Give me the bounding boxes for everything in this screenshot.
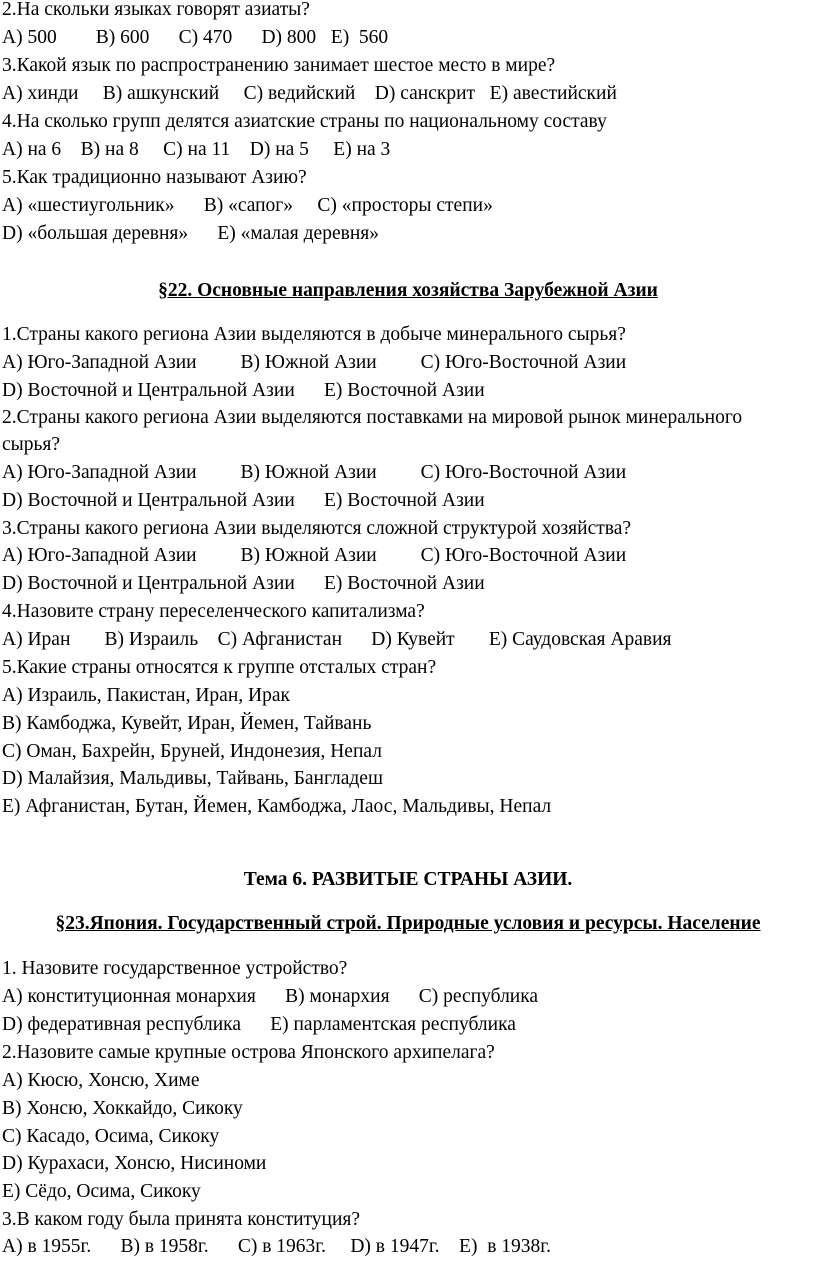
answer-option-a: A) Израиль, Пакистан, Иран, Ирак — [2, 685, 290, 706]
answer-option-e: E) Сёдо, Осима, Сикоку — [2, 1181, 201, 1202]
question-3-language-rank: 3.Какой язык по распространению занимает шестое место в мире? — [2, 55, 556, 76]
topic-heading-6: Тема 6. РАЗВИТЫЕ СТРАНЫ АЗИИ. — [243, 869, 573, 890]
answer-option-b: B) Хонсю, Хоккайдо, Сикоку — [2, 1098, 243, 1119]
question-4-settler-capitalism: 4.Назовите страну переселенческого капитализма? — [2, 601, 425, 622]
answer-options: A) в 1955г. B) в 1958г. C) в 1963г. D) в 1947г. E) в 1938г. — [2, 1236, 551, 1257]
answer-option-d: D) Курахаси, Хонсю, Нисиноми — [2, 1153, 267, 1174]
question-2-continuation: сырья? — [2, 434, 61, 455]
answer-options: A) Юго-Западной Азии B) Южной Азии C) Юго-Восточной Азии — [2, 545, 627, 566]
question-1-government: 1. Назовите государственное устройство? — [2, 958, 348, 979]
answer-option-c: C) Касадо, Осима, Сикоку — [2, 1126, 220, 1147]
answer-options: A) хинди B) ашкунский C) ведийский D) санскрит E) авестийский — [2, 83, 617, 104]
answer-option-a: A) Кюсю, Хонсю, Химе — [2, 1070, 200, 1091]
question-1-mineral-extraction: 1.Страны какого региона Азии выделяются в добыче минерального сырья? — [2, 324, 626, 345]
answer-options: D) Восточной и Центральной Азии E) Восточной Азии — [2, 490, 485, 511]
answer-options: A) «шестиугольник» B) «сапог» C) «просторы степи» — [2, 195, 493, 216]
question-5-backward-countries: 5.Какие страны относятся к группе отсталых стран? — [2, 657, 437, 678]
answer-options: D) Восточной и Центральной Азии E) Восточной Азии — [2, 380, 485, 401]
question-3-economy-structure: 3.Страны какого региона Азии выделяются сложной структурой хозяйства? — [2, 518, 632, 539]
answer-options: A) Юго-Западной Азии B) Южной Азии C) Юго-Восточной Азии — [2, 462, 627, 483]
question-2-islands: 2.Назовите самые крупные острова Японского архипелага? — [2, 1042, 495, 1063]
answer-option-e: E) Афганистан, Бутан, Йемен, Камбоджа, Лаос, Мальдивы, Непал — [2, 796, 552, 817]
question-2-languages: 2.На скольки языках говорят азиаты? — [2, 0, 310, 20]
section-heading-22: §22. Основные направления хозяйства Зарубежной Азии — [158, 280, 658, 301]
question-5-asia-name: 5.Как традиционно называют Азию? — [2, 167, 307, 188]
answer-options: A) конституционная монархия B) монархия C) республика — [2, 986, 539, 1007]
answer-options: D) федеративная республика E) парламентская республика — [2, 1014, 516, 1035]
question-4-groups: 4.На сколько групп делятся азиатские страны по национальному составу — [2, 111, 607, 132]
answer-option-c: C) Оман, Бахрейн, Бруней, Индонезия, Непал — [2, 741, 382, 762]
answer-option-d: D) Малайзия, Мальдивы, Тайвань, Бангладеш — [2, 768, 383, 789]
answer-options: A) 500 B) 600 C) 470 D) 800 E) 560 — [2, 27, 389, 48]
answer-options: A) Иран B) Израиль C) Афганистан D) Кувейт E) Саудовская Аравия — [2, 629, 672, 650]
answer-options: D) Восточной и Центральной Азии E) Восточной Азии — [2, 573, 485, 594]
answer-option-b: B) Камбоджа, Кувейт, Иран, Йемен, Тайвань — [2, 713, 372, 734]
answer-options: D) «большая деревня» E) «малая деревня» — [2, 223, 379, 244]
answer-options: A) Юго-Западной Азии B) Южной Азии C) Юго-Восточной Азии — [2, 352, 627, 373]
question-3-constitution-year: 3.В каком году была принята конституция? — [2, 1209, 361, 1230]
answer-options: A) на 6 B) на 8 C) на 11 D) на 5 E) на 3 — [2, 139, 391, 160]
question-2-mineral-supply: 2.Страны какого региона Азии выделяются поставками на мировой рынок минерального — [2, 407, 743, 428]
section-heading-23: §23.Япония. Государственный строй. Природные условия и ресурсы. Население — [55, 913, 761, 934]
